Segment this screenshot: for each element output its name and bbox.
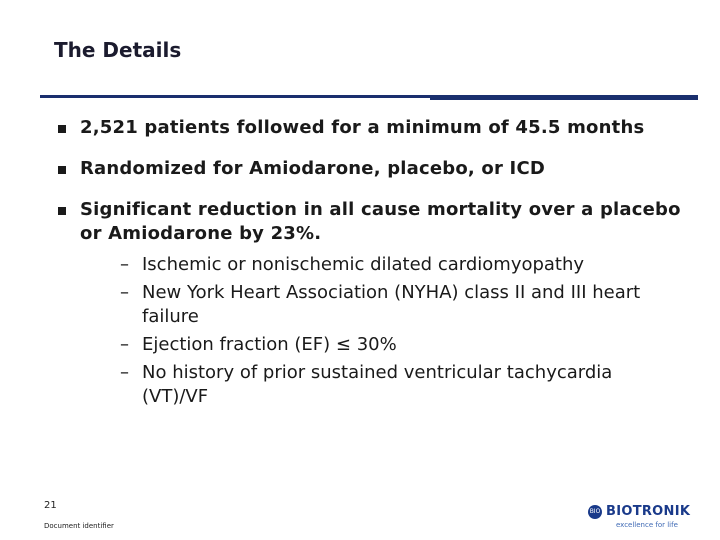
bullet-list <box>58 116 688 413</box>
bullet-item <box>58 157 688 181</box>
document-identifier: Document identifier <box>44 522 114 530</box>
biotronik-logo <box>588 505 700 533</box>
slide-title: The Details <box>54 38 182 62</box>
sub-bullet-text: Ischemic or nonischemic dilated cardiomyopathy <box>142 254 585 275</box>
bullet-text: 2,521 patients followed for a minimum of 45.5 months <box>80 117 645 138</box>
dash-bullet: – <box>120 362 129 383</box>
sub-bullet-text: Ejection fraction (EF) ≤ 30% <box>142 334 397 355</box>
logo-name: BIOTRONIK <box>606 504 691 519</box>
sub-bullet-item <box>84 333 688 357</box>
sub-bullet-text: No history of prior sustained ventricular tachycardia (VT)/VF <box>142 362 613 407</box>
dash-bullet: – <box>120 282 129 303</box>
logo-mark-icon: BIO <box>588 505 602 519</box>
page-number: 21 <box>44 500 57 511</box>
sub-bullet-text: New York Heart Association (NYHA) class II and III heart failure <box>142 282 641 327</box>
logo-tagline: excellence for life <box>616 521 678 529</box>
sub-bullet-item <box>84 281 688 329</box>
sub-bullet-item <box>84 253 688 277</box>
square-bullet-icon <box>58 125 66 133</box>
bullet-text: Significant reduction in all cause mortality over a placebo or Amiodarone by 23%. <box>80 199 681 244</box>
dash-bullet: – <box>120 254 129 275</box>
dash-bullet: – <box>120 334 129 355</box>
bullet-text: Randomized for Amiodarone, placebo, or ICD <box>80 158 545 179</box>
square-bullet-icon <box>58 166 66 174</box>
sub-bullet-list <box>84 253 688 409</box>
title-divider-thick <box>430 95 698 100</box>
bullet-item <box>58 198 688 246</box>
bullet-item <box>58 116 688 140</box>
square-bullet-icon <box>58 207 66 215</box>
title-divider-thin <box>40 95 430 98</box>
sub-bullet-item <box>84 361 688 409</box>
